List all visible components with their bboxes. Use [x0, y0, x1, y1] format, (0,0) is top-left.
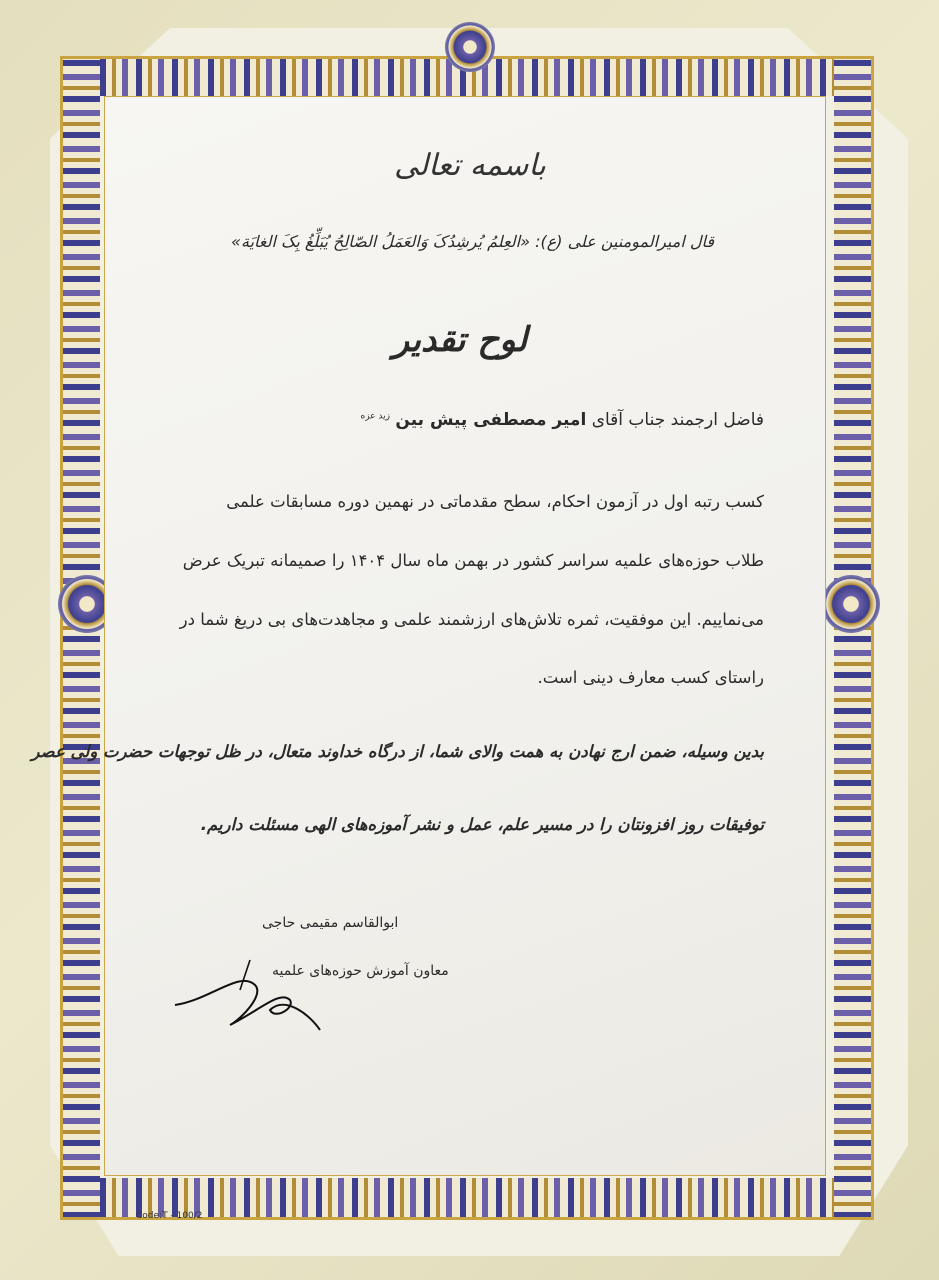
form-code: Code:T - 100/2 — [136, 1211, 203, 1221]
certificate-heading: لوح تقدیر — [392, 320, 528, 360]
recipient-prefix: فاضل ارجمند جناب آقای — [591, 410, 764, 430]
body-line-3: می‌نماییم. این موفقیت، ثمره تلاش‌های ارزشمند علمی و مجاهدت‌های بی دریغ شما در — [179, 610, 764, 629]
invocation-title: باسمه تعالی — [394, 148, 546, 183]
body-line-4: راستای کسب معارف دینی است. — [537, 668, 764, 687]
hadith-quote: قال امیرالمومنین علی (ع): «العِلمُ یُرشِدُکَ وَالعَمَلُ الصّالِحُ یُبَلِّغُ بِکَ الغایَة» — [231, 232, 714, 251]
body-line-1: کسب رتبه اول در آزمون احکام، سطح مقدماتی در نهمین دوره مسابقات علمی — [226, 492, 764, 511]
recipient-name: امیر مصطفی پیش بین — [395, 410, 587, 430]
recipient-honorific: زید عزه — [360, 411, 390, 422]
blessing-line-2: توفیقات روز افزونتان را در مسیر علم، عمل و نشر آموزه‌های الهی مسئلت داریم. — [200, 815, 764, 834]
signatory-name: ابوالقاسم مقیمی حاجی — [262, 915, 399, 931]
blessing-line-1: بدین وسیله، ضمن ارج نهادن به همت والای شما، از درگاه خداوند متعال، در ظل توجهات حضرت ولی عصر — [31, 742, 764, 761]
recipient-line — [144, 410, 764, 430]
right-ornament — [822, 575, 880, 633]
top-ornament — [445, 22, 495, 72]
body-line-2: طلاب حوزه‌های علمیه سراسر کشور در بهمن ماه سال ۱۴۰۴ را صمیمانه تبریک عرض — [182, 551, 764, 570]
handwritten-signature — [170, 950, 330, 1040]
signatory-title: معاون آموزش حوزه‌های علمیه — [272, 963, 449, 979]
